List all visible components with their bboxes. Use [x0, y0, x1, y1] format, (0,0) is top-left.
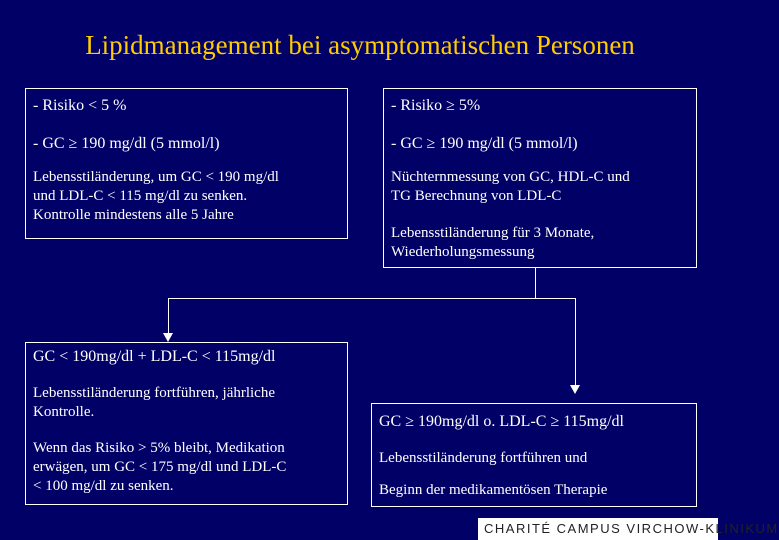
low-risk-advice-line-3: Kontrolle mindestens alle 5 Jahre [33, 207, 234, 223]
low-risk-label: - Risiko < 5 % [33, 97, 127, 114]
arrow-left-down [163, 333, 173, 342]
high-risk-gc-label: - GC ≥ 190 mg/dl (5 mmol/l) [391, 135, 578, 152]
continue-line-2: Kontrolle. [33, 404, 95, 420]
medication-line-1: Wenn das Risiko > 5% bleibt, Medikation [33, 440, 285, 456]
medication-line-2: erwägen, um GC < 175 mg/dl und LDL-C [33, 459, 287, 475]
target-missed-heading: GC ≥ 190mg/dl o. LDL-C ≥ 115mg/dl [379, 413, 624, 430]
measurement-line-1: Nüchternmessung von GC, HDL-C und [391, 169, 630, 185]
therapy-line-2: Beginn der medikamentösen Therapie [379, 482, 608, 498]
high-risk-label: - Risiko ≥ 5% [391, 97, 481, 114]
charite-logo: CHARITÉ CAMPUS VIRCHOW-KLINIKUM [478, 518, 718, 540]
connector-right-drop [575, 298, 576, 386]
target-reached-heading: GC < 190mg/dl + LDL-C < 115mg/dl [33, 348, 276, 365]
arrow-right-down [570, 385, 580, 394]
low-risk-advice-line-1: Lebensstiländerung, um GC < 190 mg/dl [33, 169, 279, 185]
therapy-line-1: Lebensstiländerung fortführen und [379, 450, 588, 466]
connector-left-drop [168, 298, 169, 334]
continue-line-1: Lebensstiländerung fortführen, jährliche [33, 385, 275, 401]
page-title: Lipidmanagement bei asymptomatischen Personen [85, 30, 635, 60]
medication-line-3: < 100 mg/dl zu senken. [33, 478, 174, 494]
lifestyle-line-1: Lebensstiländerung für 3 Monate, [391, 225, 595, 241]
measurement-line-2: TG Berechnung von LDL-C [391, 188, 562, 204]
connector-horizontal [168, 298, 576, 299]
low-risk-gc-label: - GC ≥ 190 mg/dl (5 mmol/l) [33, 135, 220, 152]
connector-down-right-box [535, 268, 536, 298]
low-risk-advice-line-2: und LDL-C < 115 mg/dl zu senken. [33, 188, 248, 204]
lifestyle-line-2: Wiederholungsmessung [391, 244, 535, 260]
